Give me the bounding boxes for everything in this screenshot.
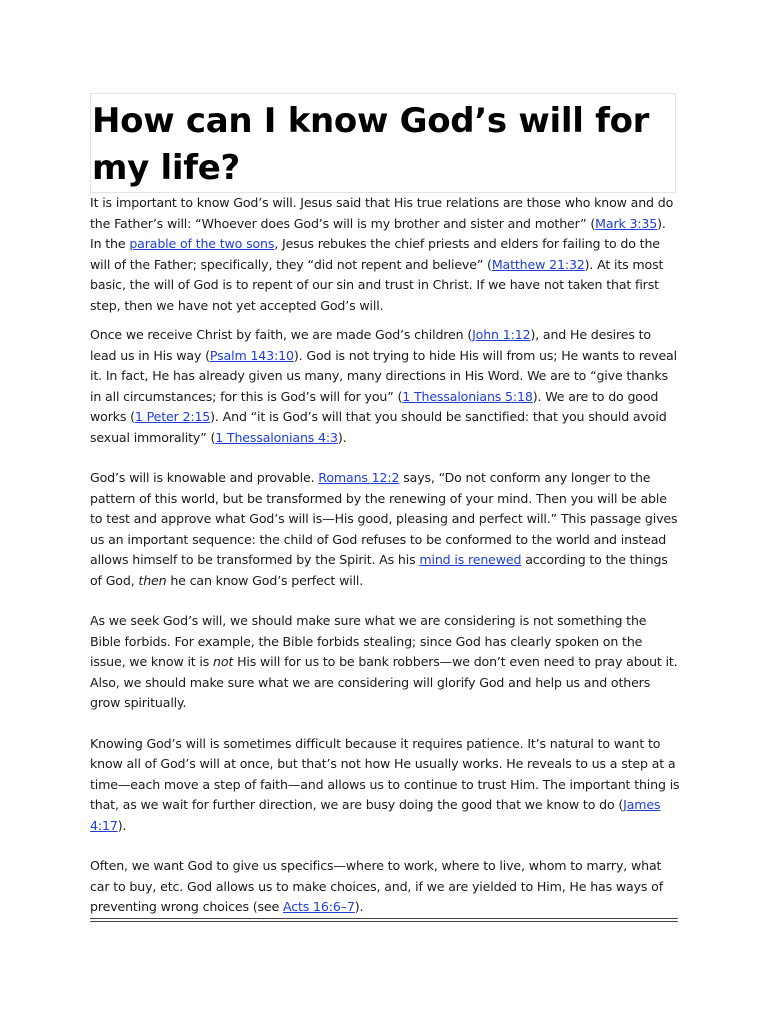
paragraph-text: Knowing God’s will is sometimes difficult because it requires patience. It’s natural to want to know all of God’s will at once, but that’s not how He usually works. He reveals to us a step at a time—each move a step of faith—and allows us to continue to trust Him. The important thing is that, as we wait for further direction, we are busy doing the good that we know to do (	[90, 735, 680, 812]
scripture-link[interactable]: John 1:12	[472, 327, 531, 342]
scripture-link[interactable]: mind is renewed	[419, 552, 522, 567]
paragraph-text: he can know God’s perfect will.	[166, 572, 364, 588]
scripture-link[interactable]: Acts 16:6–7	[282, 899, 355, 914]
paragraph	[90, 468, 680, 591]
bottom-divider-double	[90, 921, 678, 922]
paragraph-text: God’s will is knowable and provable.	[90, 470, 319, 485]
paragraph-text: ). At its most basic, the will of God is to repent of our sin and trust in Christ. If we have not taken that first step, then we have not yet accepted God’s will.	[90, 256, 664, 313]
paragraph-text: ), and He desires to lead us in His way (	[90, 327, 651, 363]
paragraph-text: ).	[337, 429, 347, 445]
scripture-link[interactable]: Psalm 143:10	[209, 347, 294, 363]
paragraph-text: Once we receive Christ by faith, we are made God’s children (	[90, 327, 473, 342]
paragraph-text: ). God is not trying to hide His will from us; He wants to reveal it. In fact, He has already given us many, many directions in His Word. We are to “give thanks in all circumstances; for this is God’s will for you” (	[90, 347, 677, 404]
scripture-link[interactable]: James 4:17	[90, 797, 661, 833]
paragraph	[90, 856, 680, 918]
scripture-link[interactable]: 1 Peter 2:15	[134, 409, 211, 424]
paragraph	[90, 325, 680, 448]
paragraph	[90, 611, 680, 714]
emphasis-text: not	[213, 654, 234, 669]
paragraph-text: His will for us to be bank robbers—we don’t even need to pray about it. Also, we should make sure what we are considering will glorify God and help us and others grow spiritually.	[90, 654, 678, 710]
paragraph-text: ).	[117, 817, 127, 833]
emphasis-text: then	[138, 572, 167, 588]
scripture-link[interactable]: Romans 12:2	[318, 470, 400, 485]
paragraph	[90, 734, 680, 837]
paragraph-text: , Jesus rebukes the chief priests and elders for failing to do the will of the Father; specifically, they “did not repent and believe” (	[90, 236, 660, 272]
paragraph-text: ). We are to do good works (	[90, 388, 659, 424]
paragraph-text: ). And “it is God’s will that you should be sanctified: that you should avoid sexual immorality” (	[90, 409, 667, 445]
paragraph-text: ).	[354, 899, 364, 914]
paragraph-text: ). In the	[90, 215, 666, 251]
paragraph-text: Often, we want God to give us specifics—where to work, where to live, whom to marry, what car to buy, etc. God allows us to make choices, and, if we are yielded to Him, He has ways of preventing wrong choices (see	[90, 858, 663, 914]
paragraph-text: according to the things of God,	[90, 552, 668, 588]
title-box	[90, 93, 676, 193]
paragraph-text: As we seek God’s will, we should make sure what we are considering is not something the Bible forbids. For example, the Bible forbids stealing; since God has clearly spoken on the issue, we know it is	[90, 613, 647, 669]
paragraph-text: It is important to know God’s will. Jesus said that His true relations are those who know and do the Father’s will: “Whoever does God’s will is my brother and sister and mother” (	[90, 195, 674, 231]
bottom-divider	[90, 918, 678, 919]
paragraph-text: says, “Do not conform any longer to the pattern of this world, but be transformed by the renewing of your mind. Then you will be able to test and approve what God’s will is—His good, pleasing and perfect will.” This passage gives us an important sequence: the child of God refuses to be conformed to the world and instead allows himself to be transformed by the Spirit. As his	[90, 470, 678, 567]
article-body	[90, 193, 680, 918]
scripture-link[interactable]: Mark 3:35	[595, 215, 658, 231]
scripture-link[interactable]: Matthew 21:32	[491, 256, 585, 272]
page-title: How can I know God’s will for my life?	[92, 101, 650, 188]
scripture-link[interactable]: 1 Thessalonians 5:18	[402, 388, 533, 404]
scripture-link[interactable]: parable of the two sons	[129, 236, 275, 251]
scripture-link[interactable]: 1 Thessalonians 4:3	[215, 429, 338, 445]
paragraph	[90, 193, 680, 316]
